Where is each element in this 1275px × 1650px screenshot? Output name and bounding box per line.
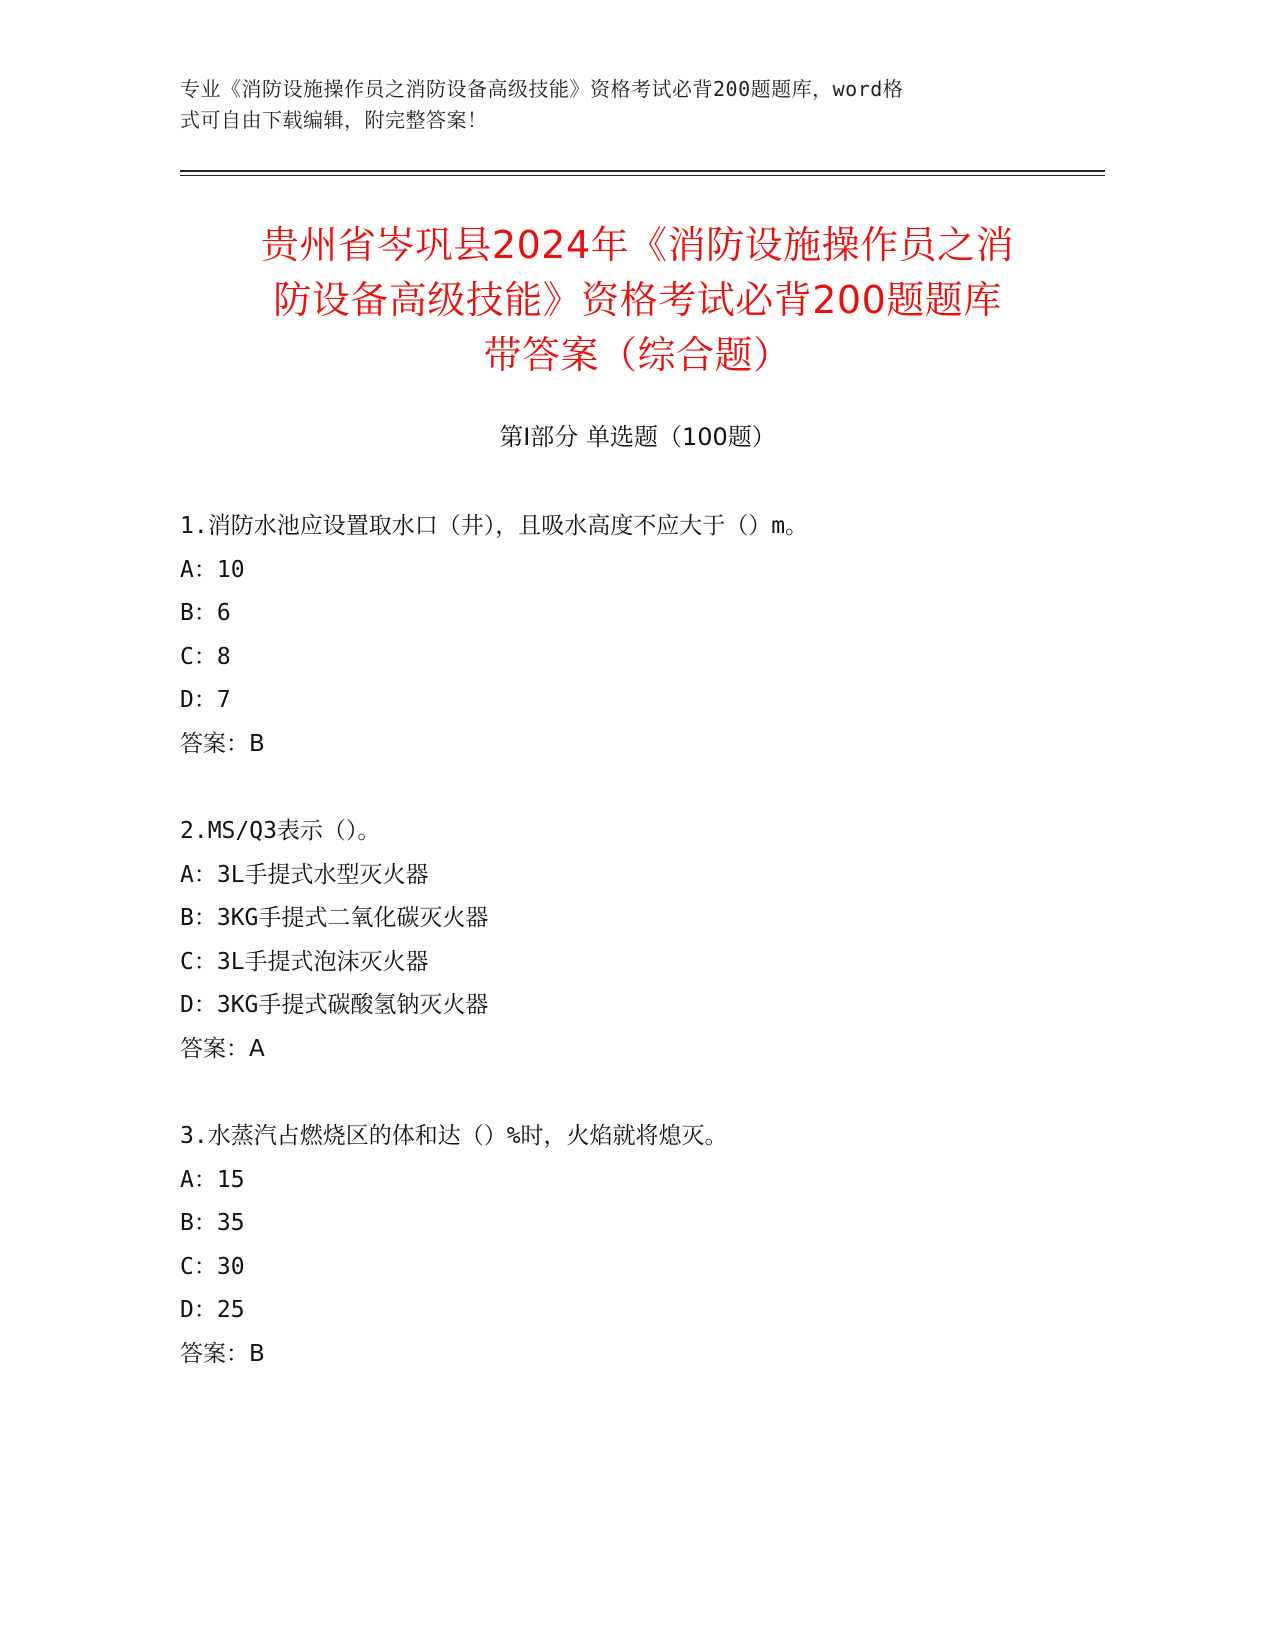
- option-a: A：3L手提式水型灭火器: [180, 861, 429, 888]
- question-stem: 3.水蒸汽占燃烧区的体和达（）%时，火焰就将熄灭。: [180, 1123, 728, 1149]
- question-3: [180, 1115, 1080, 1376]
- option-b: B：6: [180, 600, 231, 626]
- document-title-line-1: 贵州省岑巩县2024年《消防设施操作员之消: [260, 223, 1015, 267]
- section-heading: 第Ⅰ部分 单选题（100题）: [499, 423, 776, 451]
- question-stem: 1.消防水池应设置取水口（井），且吸水高度不应大于（）m。: [180, 513, 809, 539]
- option-a: A：10: [180, 556, 245, 583]
- option-a: A：15: [180, 1166, 245, 1193]
- header-divider-thin: [180, 175, 1105, 176]
- answer: 答案：A: [180, 1035, 265, 1062]
- question-list: [180, 505, 1080, 1420]
- question-1: [180, 505, 1080, 766]
- option-b: B：3KG手提式二氧化碳灭火器: [180, 905, 489, 931]
- header-note-line-2: 式可自由下载编辑，附完整答案！: [180, 108, 488, 132]
- option-c: C：3L手提式泡沫灭火器: [180, 948, 429, 975]
- document-title-line-3: 带答案（综合题）: [483, 333, 792, 377]
- option-c: C：30: [180, 1253, 245, 1280]
- header-note-line-1: 专业《消防设施操作员之消防设备高级技能》资格考试必背200题题库，word格: [180, 77, 904, 101]
- document-title: [175, 218, 1100, 383]
- option-d: D：3KG手提式碳酸氢钠灭火器: [180, 992, 489, 1018]
- question-2: [180, 810, 1080, 1071]
- question-stem: 2.MS/Q3表示（）。: [180, 818, 381, 844]
- option-b: B：35: [180, 1210, 245, 1236]
- header-divider-thick: [180, 170, 1105, 172]
- answer: 答案：B: [180, 730, 265, 757]
- answer: 答案：B: [180, 1340, 265, 1367]
- header-note: [180, 74, 1040, 136]
- option-d: D：25: [180, 1297, 245, 1323]
- option-c: C：8: [180, 643, 231, 670]
- option-d: D：7: [180, 687, 231, 713]
- document-title-line-2: 防设备高级技能》资格考试必背200题题库: [273, 278, 1002, 322]
